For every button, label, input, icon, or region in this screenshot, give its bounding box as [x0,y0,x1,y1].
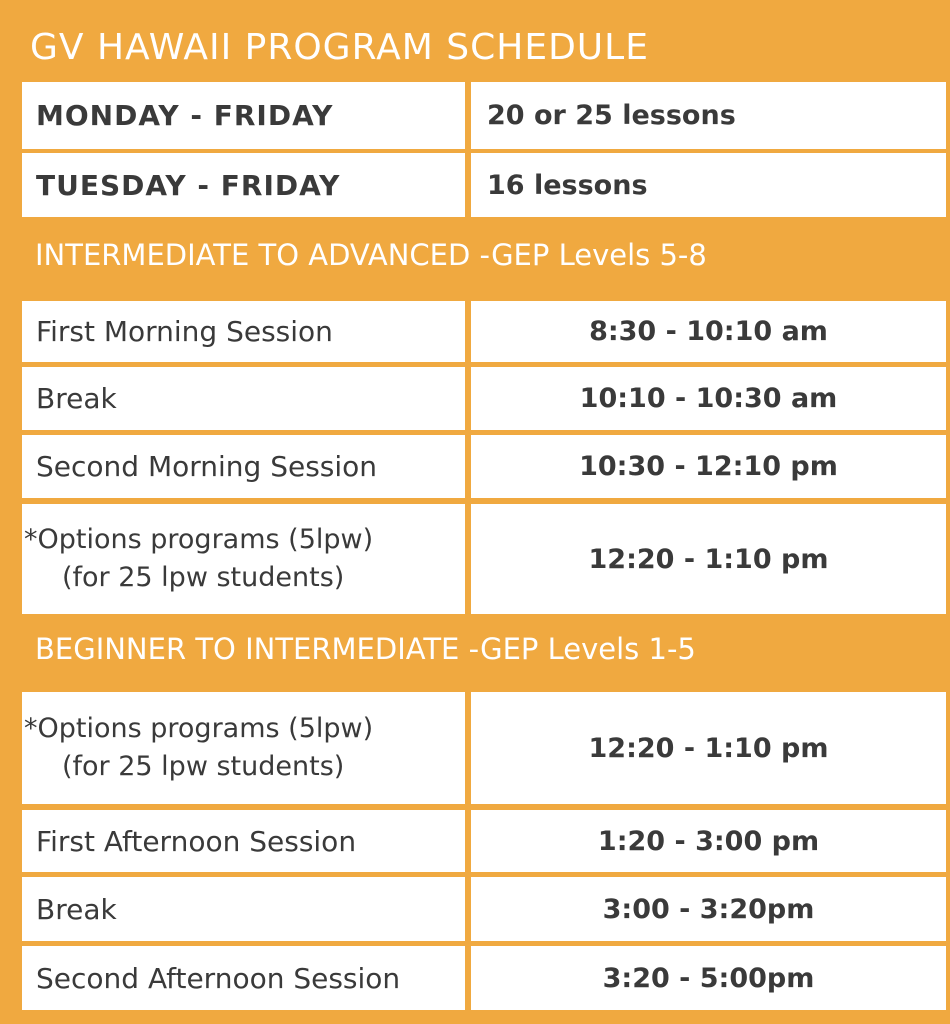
session-time: 10:30 - 12:10 pm [471,435,946,498]
days-value-monday-friday: 20 or 25 lessons [471,82,946,149]
session-time: 10:10 - 10:30 am [471,367,946,430]
page-title: GV HAWAII PROGRAM SCHEDULE [30,27,649,68]
options-label-line2: (for 25 lpw students) [62,562,345,593]
session-label: Second Afternoon Session [22,946,465,1010]
session-time: 1:20 - 3:00 pm [471,810,946,872]
session-label: First Afternoon Session [22,810,465,872]
days-value-tuesday-friday: 16 lessons [471,153,946,217]
session-label-options [22,692,465,804]
options-label-line1: *Options programs (5lpw) [24,713,374,744]
days-label-monday-friday: MONDAY - FRIDAY [22,82,465,149]
session-label: First Morning Session [22,301,465,362]
session-time: 3:00 - 3:20pm [471,877,946,941]
session-time: 8:30 - 10:10 am [471,301,946,362]
section-heading-beginner-intermediate: BEGINNER TO INTERMEDIATE -GEP Levels 1-5 [35,632,696,666]
days-label-tuesday-friday: TUESDAY - FRIDAY [22,153,465,217]
session-label: Second Morning Session [22,435,465,498]
session-time: 12:20 - 1:10 pm [471,504,946,614]
options-label-line1: *Options programs (5lpw) [24,524,374,555]
section-heading-intermediate-advanced: INTERMEDIATE TO ADVANCED -GEP Levels 5-8 [35,238,707,272]
options-label-line2: (for 25 lpw students) [62,751,345,782]
session-label-options [22,504,465,614]
session-time: 3:20 - 5:00pm [471,946,946,1010]
session-label: Break [22,877,465,941]
session-time: 12:20 - 1:10 pm [471,692,946,804]
session-label: Break [22,367,465,430]
